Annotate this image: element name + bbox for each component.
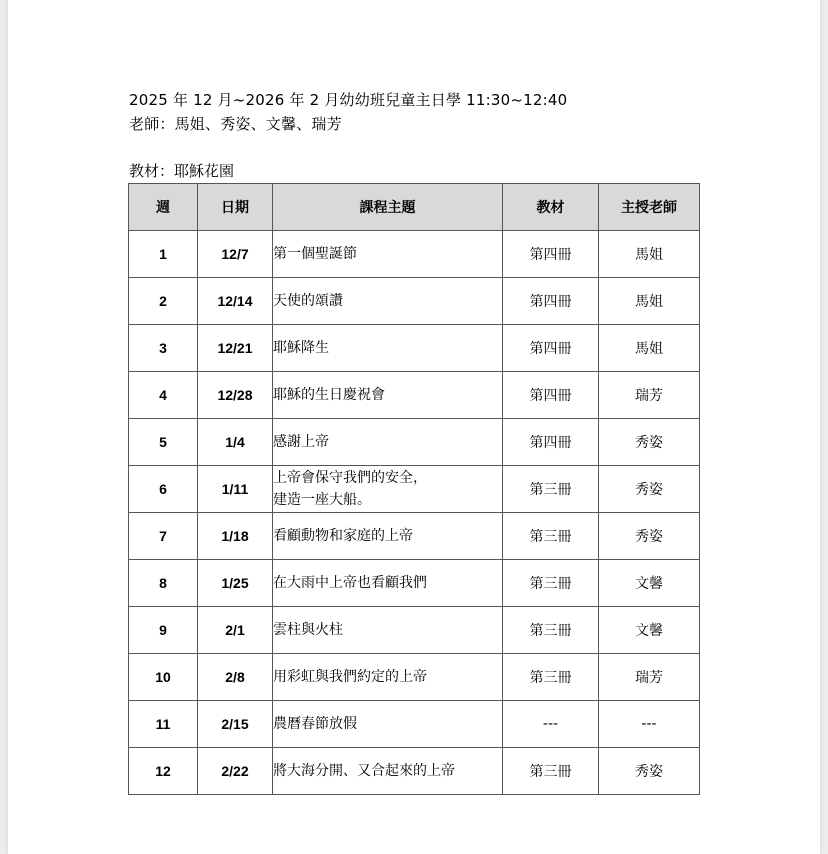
topic-line: 用彩虹與我們約定的上帝 [273,669,427,685]
week-cell: 5 [129,419,198,466]
teacher-cell: 瑞芳 [599,372,700,419]
topic-line: 第一個聖誕節 [273,246,357,262]
week-cell: 6 [129,466,198,513]
teacher-cell: 瑞芳 [599,654,700,701]
teacher-cell: 馬姐 [599,231,700,278]
table-row [129,231,700,278]
book-cell: 第三冊 [503,607,599,654]
table-row [129,748,700,795]
week-cell: 7 [129,513,198,560]
table-row [129,325,700,372]
week-cell: 9 [129,607,198,654]
date-cell: 2/1 [198,607,273,654]
week-cell: 8 [129,560,198,607]
schedule-title: 2025 年 12 月~2026 年 2 月幼幼班兒童主日學 11:30~12:40 [129,91,568,109]
teacher-list: 老師：馬姐、秀姿、文馨、瑞芳 [129,115,342,133]
date-cell: 12/21 [198,325,273,372]
teacher-cell: 秀姿 [599,513,700,560]
table-row [129,607,700,654]
teacher-cell: 馬姐 [599,325,700,372]
book-cell: 第四冊 [503,419,599,466]
book-cell: 第四冊 [503,231,599,278]
topic-line: 耶穌的生日慶祝會 [273,387,385,403]
table-row [129,466,700,513]
table-row [129,513,700,560]
topic-line: 建造一座大船。 [273,492,371,508]
topic-line: 將大海分開、又合起來的上帝 [273,763,455,779]
table-row [129,701,700,748]
teacher-cell: --- [599,701,700,748]
date-cell: 1/4 [198,419,273,466]
topic-line: 在大雨中上帝也看顧我們 [273,575,427,591]
topic-line: 上帝會保守我們的安全， [273,470,427,486]
topic-cell [273,607,503,654]
topic-line: 耶穌降生 [273,340,329,356]
teacher-cell: 秀姿 [599,748,700,795]
book-cell: 第三冊 [503,748,599,795]
header-date: 日期 [198,184,273,231]
table-row [129,278,700,325]
date-cell: 12/7 [198,231,273,278]
table-row [129,419,700,466]
week-cell: 2 [129,278,198,325]
document-page [8,0,820,854]
book-cell: 第三冊 [503,513,599,560]
table-header-row [129,184,700,231]
week-cell: 3 [129,325,198,372]
topic-line: 感謝上帝 [273,434,329,450]
book-cell: 第三冊 [503,560,599,607]
book-cell: 第四冊 [503,325,599,372]
book-cell: 第四冊 [503,278,599,325]
topic-cell [273,748,503,795]
schedule-table [128,183,700,795]
teacher-cell: 馬姐 [599,278,700,325]
topic-cell [273,466,503,513]
topic-cell [273,419,503,466]
topic-line: 農曆春節放假 [273,716,357,732]
date-cell: 2/8 [198,654,273,701]
week-cell: 10 [129,654,198,701]
book-cell: 第三冊 [503,466,599,513]
table-row [129,372,700,419]
book-cell: --- [503,701,599,748]
book-cell: 第三冊 [503,654,599,701]
topic-line: 看顧動物和家庭的上帝 [273,528,413,544]
header-book: 教材 [503,184,599,231]
week-cell: 4 [129,372,198,419]
topic-cell [273,701,503,748]
topic-cell [273,325,503,372]
topic-cell [273,372,503,419]
document-header [129,88,567,136]
topic-cell [273,278,503,325]
week-cell: 12 [129,748,198,795]
date-cell: 2/22 [198,748,273,795]
week-cell: 1 [129,231,198,278]
header-week: 週 [129,184,198,231]
date-cell: 2/15 [198,701,273,748]
date-cell: 1/25 [198,560,273,607]
date-cell: 12/28 [198,372,273,419]
header-topic: 課程主題 [273,184,503,231]
topic-line: 雲柱與火柱 [273,622,343,638]
teacher-cell: 文馨 [599,560,700,607]
material-label: 教材：耶穌花園 [129,162,235,180]
topic-cell [273,513,503,560]
table-body [129,231,700,795]
table-row [129,654,700,701]
teacher-cell: 文馨 [599,607,700,654]
topic-cell [273,231,503,278]
topic-cell [273,654,503,701]
teacher-cell: 秀姿 [599,466,700,513]
book-cell: 第四冊 [503,372,599,419]
date-cell: 1/18 [198,513,273,560]
teacher-cell: 秀姿 [599,419,700,466]
week-cell: 11 [129,701,198,748]
table-row [129,560,700,607]
date-cell: 1/11 [198,466,273,513]
date-cell: 12/14 [198,278,273,325]
topic-cell [273,560,503,607]
header-teacher: 主授老師 [599,184,700,231]
topic-line: 天使的頌讚 [273,293,343,309]
